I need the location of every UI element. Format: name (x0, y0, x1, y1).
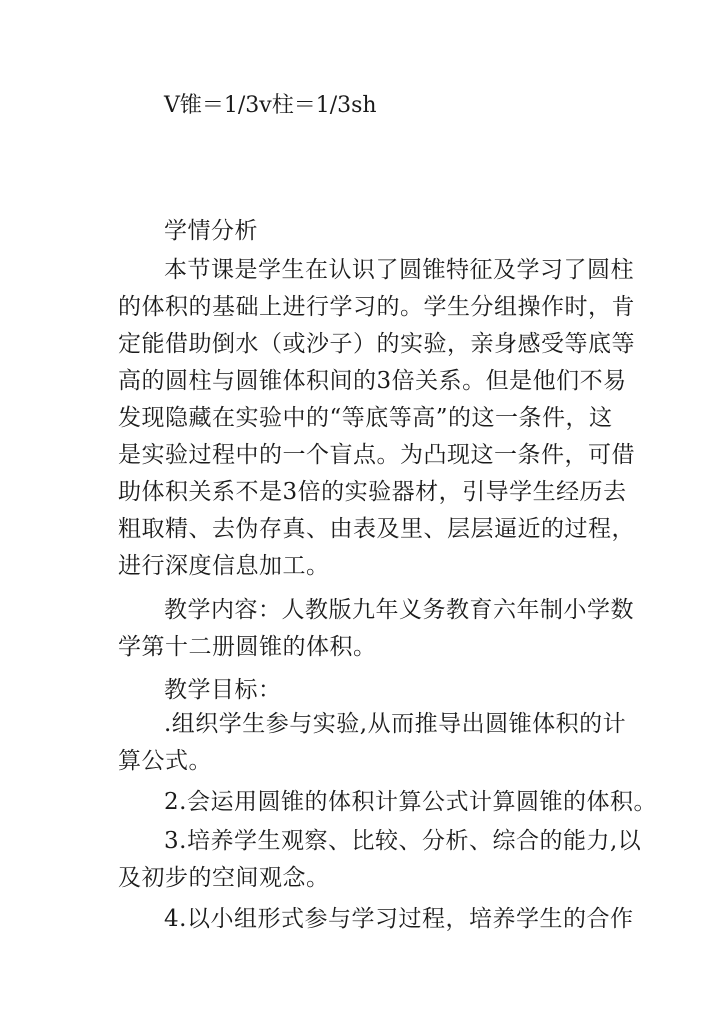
goal-line: 2.会运用圆锥的体积计算公式计算圆锥的体积。 (164, 789, 657, 815)
goal-line: 4.以小组形式参与学习过程，培养学生的合作 (164, 906, 634, 932)
paragraph-line: 是实验过程中的一个盲点。为凸现这一条件，可借 (118, 442, 635, 468)
paragraph-line: 的体积的基础上进行学习的。学生分组操作时，肯 (118, 294, 635, 320)
paragraph-line: 本节课是学生在认识了圆锥特征及学习了圆柱 (164, 257, 634, 283)
paragraph-line: 进行深度信息加工。 (118, 553, 330, 579)
goal-line: 算公式。 (118, 748, 212, 774)
goals-title: 教学目标： (164, 677, 282, 703)
paragraph-line: 粗取精、去伪存真、由表及里、层层逼近的过程， (118, 516, 635, 542)
volume-formula: V锥＝1/3v柱＝1/3sh (164, 93, 377, 118)
paragraph-line: 发现隐藏在实验中的“等底等高”的这一条件，这 (118, 405, 613, 431)
teaching-content-line: 教学内容：人教版九年义务教育六年制小学数 (164, 597, 634, 623)
section-title: 学情分析 (164, 218, 258, 244)
teaching-content-line: 学第十二册圆锥的体积。 (118, 634, 377, 660)
goal-line: 及初步的空间观念。 (118, 865, 330, 891)
paragraph-line: 定能借助倒水（或沙子）的实验，亲身感受等底等 (118, 331, 635, 357)
goal-line: .组织学生参与实验,从而推导出圆锥体积的计 (164, 711, 627, 737)
paragraph-line: 高的圆柱与圆锥体积间的3倍关系。但是他们不易 (118, 368, 627, 394)
paragraph-line: 助体积关系不是3倍的实验器材，引导学生经历去 (118, 479, 627, 505)
goal-line: 3.培养学生观察、比较、分析、综合的能力,以 (164, 828, 642, 854)
